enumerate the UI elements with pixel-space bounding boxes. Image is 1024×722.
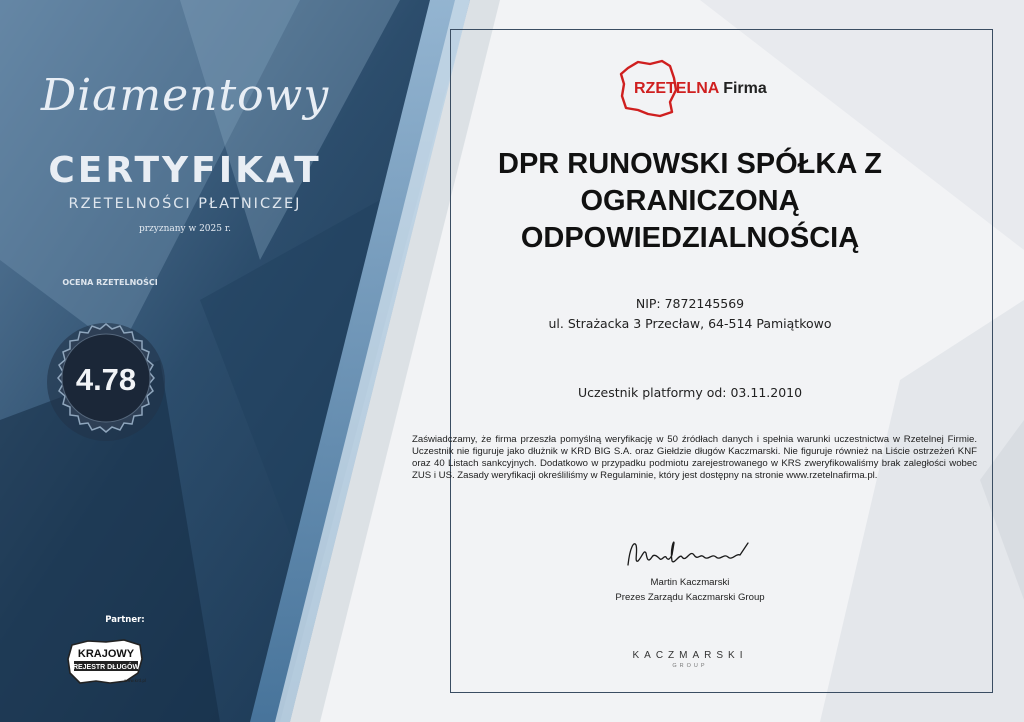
rating-label: OCENA RZETELNOŚCI: [62, 278, 158, 287]
signer-role: Prezes Zarządu Kaczmarski Group: [615, 592, 765, 603]
company-nip: NIP: 7872145569: [635, 296, 745, 311]
brand-name-red: RZETELNA: [634, 80, 719, 97]
partner-label: Partner:: [105, 615, 145, 625]
brand-name-dark: Firma: [723, 80, 767, 97]
member-since: Uczestnik platformy od: 03.11.2010: [577, 385, 803, 400]
group-logo-sub: GROUP: [672, 663, 708, 669]
signer-name: Martin Kaczmarski: [650, 577, 730, 588]
certificate-subtitle: RZETELNOŚCI PŁATNICZEJ: [68, 196, 302, 212]
krd-url: www.krd.pl: [123, 678, 146, 683]
company-name: DPR RUNOWSKI SPÓŁKA Z OGRANICZONĄ ODPOWIEDZIALNOŚCIĄ: [498, 148, 882, 254]
group-logo-name: KACZMARSKI: [632, 650, 748, 661]
verification-statement: Zaświadczamy, że firma przeszła pomyślną weryfikację w 50 źródłach danych i spełnia warunki uczestnictwa w Rzetelnej Firmie. Uczestnik nie figuruje jako dłużnik w KRD BIG S.A. oraz Giełdzie długów Kaczmarski. Nie figuruje również na Liście ostrzeżeń KNF oraz 40 Listach sankcyjnych. Dodatkowo w przypadku podmiotu zarejestrowanego w KRS zweryfikowaliśmy brak zaległości wobec ZUS i US. Zasady weryfikacji określiliśmy w Regulaminie, który jest dostępny na stronie www.rzetelnafirma.pl.: [412, 434, 977, 481]
krd-logo-line1: KRAJOWY: [77, 648, 135, 660]
rating-value: 4.78: [75, 362, 137, 397]
krd-logo-line2: REJESTR DŁUGÓW: [72, 664, 140, 671]
certificate-title: CERTYFIKAT: [48, 150, 322, 191]
signature-icon: [620, 535, 760, 575]
company-address: ul. Strażacka 3 Przecław, 64-514 Pamiątkowo: [548, 316, 832, 331]
awarded-year: przyznany w 2025 r.: [138, 224, 232, 234]
certificate-script-title: Diamentowy: [40, 70, 330, 121]
brand-name: [634, 80, 767, 98]
